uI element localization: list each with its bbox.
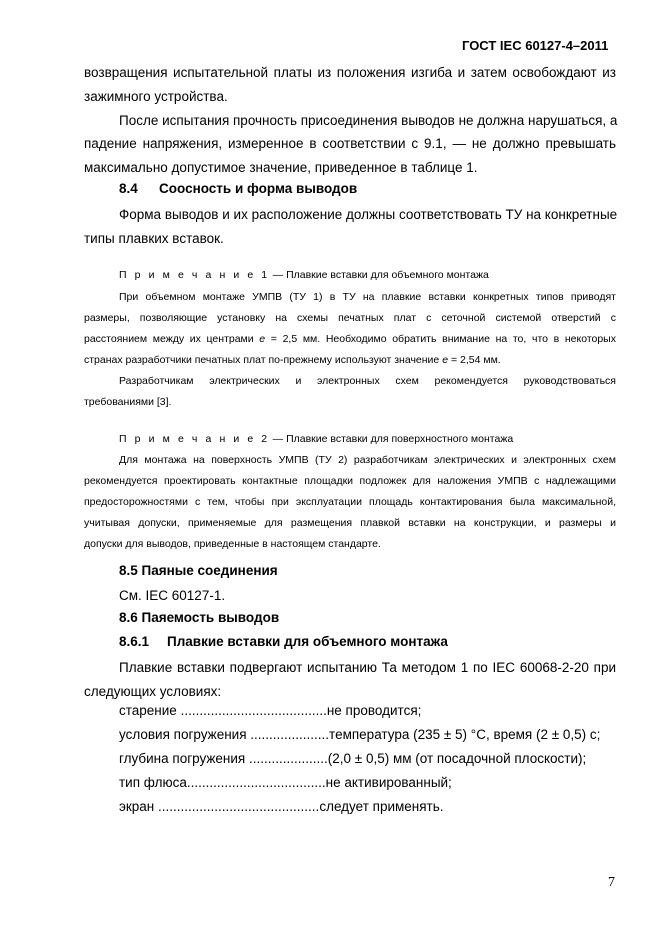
note-line: учитывая допуски, применяемые для размещения плавкой вставки на конструкции, и размеры и — [84, 517, 616, 529]
condition-row: старение .......................................не проводится; — [119, 703, 422, 718]
note-line: Для монтажа на поверхность УМПВ (ТУ 2) разработчикам электрических и электронных схем — [119, 454, 616, 466]
section-title: Соосность и форма выводов — [159, 181, 358, 196]
note-line: рекомендуется проектировать контактные площадки подложек для наложения УМПВ с надлежащими — [84, 475, 616, 487]
paragraph-line: типы плавких вставок. — [84, 231, 224, 246]
paragraph-line: зажимного устройства. — [84, 89, 228, 104]
section-heading-8-5: 8.5 Паяные соединения — [119, 563, 278, 578]
page-number: 7 — [608, 875, 615, 890]
section-heading-8-6-1 — [119, 634, 448, 649]
note-1-heading — [119, 265, 616, 286]
section-heading-8-6: 8.6 Паяемость выводов — [119, 610, 280, 625]
paragraph-line: Плавкие вставки подвергают испытанию Та методом 1 по IEC 60068-2-20 при — [119, 660, 616, 675]
note-label: П р и м е ч а н и е 1 — [119, 269, 270, 281]
note-line: требованиями [3]. — [84, 396, 172, 408]
note-line: странах разработчики печатных плат по-прежнему используют значение е = 2,54 мм. — [84, 354, 501, 366]
paragraph-line: падение напряжения, измеренное в соответствии с 9.1, — не должно превышать — [84, 136, 616, 151]
condition-row: условия погружения .....................температура (235 ± 5) °С, время (2 ± 0,5) с; — [119, 727, 601, 742]
note-line: Разработчикам электрических и электронных схем рекомендуется руководствоваться — [119, 375, 616, 387]
condition-row: глубина погружения .....................(2,0 ± 0,5) мм (от посадочной плоскости); — [119, 751, 587, 766]
note-line: При объемном монтаже УМПВ (ТУ 1) в ТУ на плавкие вставки конкретных типов приводят — [119, 291, 616, 303]
note-2-heading — [119, 429, 616, 450]
paragraph-line: Форма выводов и их расположение должны соответствовать ТУ на конкретные — [119, 207, 618, 222]
section-number: 8.4 — [119, 181, 138, 196]
paragraph-line: максимально допустимое значение, приведенное в таблице 1. — [84, 160, 478, 175]
note-title: — Плавкие вставки для объемного монтажа — [269, 269, 489, 281]
note-line: размеры, позволяющие установку на схемы печатных плат с сеточной системой отверстий с — [84, 312, 616, 324]
note-line: предосторожностями с тем, чтобы при эксплуатации площадь контактирования была максимальной, — [84, 496, 616, 508]
standard-header: ГОСТ IEC 60127-4–2011 — [462, 38, 609, 53]
note-line: допуски для выводов, приведенные в настоящем стандарте. — [84, 538, 381, 550]
condition-row: экран ...........................................следует применять. — [119, 799, 444, 814]
note-label: П р и м е ч а н и е 2 — [119, 433, 270, 445]
paragraph-line: После испытания прочность присоединения выводов не должна нарушаться, а — [119, 113, 618, 128]
paragraph-line: возвращения испытательной платы из положения изгиба и затем освобождают из — [84, 65, 616, 80]
section-number: 8.6.1 — [119, 634, 150, 649]
note-title: — Плавкие вставки для поверхностного монтажа — [269, 433, 514, 445]
condition-row: тип флюса.....................................не активированный; — [119, 775, 452, 790]
section-heading-8-4 — [119, 181, 357, 196]
paragraph-line: См. IEC 60127-1. — [119, 588, 226, 603]
section-title: Плавкие вставки для объемного монтажа — [167, 634, 448, 649]
note-line: расстоянием между их центрами е = 2,5 мм. Необходимо обратить внимание на то, что в некоторых — [84, 333, 616, 345]
paragraph-line: следующих условиях: — [84, 684, 222, 699]
